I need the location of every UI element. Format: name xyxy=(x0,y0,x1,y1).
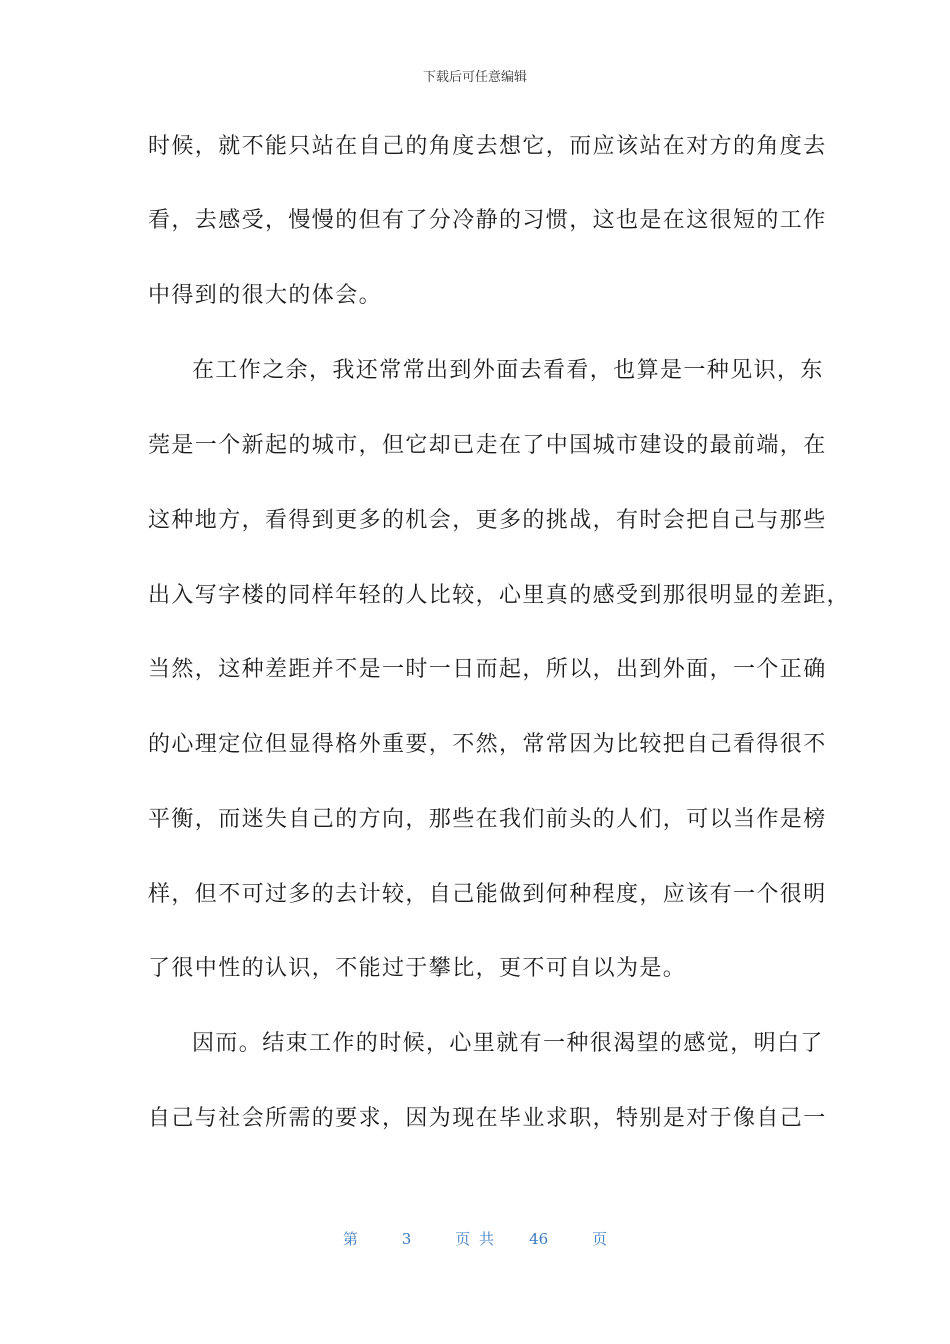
text-line: 中得到的很大的体会。 xyxy=(148,283,383,308)
text-line: 平衡，而迷失自己的方向，那些在我们前头的人们，可以当作是榜 xyxy=(148,807,827,832)
page-label-mid: 页 共 xyxy=(455,1230,494,1248)
text-line: 因而。结束工作的时候，心里就有一种很渴望的感觉，明白了 xyxy=(192,1031,824,1056)
page-number: 3 xyxy=(401,1230,412,1248)
text-line: 出入写字楼的同样年轻的人比较，心里真的感受到那很明显的差距， xyxy=(148,583,851,608)
text-line: 时候，就不能只站在自己的角度去想它，而应该站在对方的角度去 xyxy=(148,134,827,159)
page-header: 下载后可任意编辑 xyxy=(422,70,527,85)
text-line: 的心理定位但显得格外重要，不然，常常因为比较把自己看得很不 xyxy=(148,732,827,757)
text-line: 样，但不可过多的去计较，自己能做到何种程度，应该有一个很明 xyxy=(148,882,827,907)
total-pages: 46 xyxy=(529,1230,549,1248)
text-line: 在工作之余，我还常常出到外面去看看，也算是一种见识，东 xyxy=(192,358,824,383)
text-line: 看，去感受，慢慢的但有了分冷静的习惯，这也是在这很短的工作 xyxy=(148,208,827,233)
page-label-suffix: 页 xyxy=(592,1230,608,1248)
text-line: 自己与社会所需的要求，因为现在毕业求职，特别是对于像自己一 xyxy=(148,1106,827,1131)
text-line: 莞是一个新起的城市，但它却已走在了中国城市建设的最前端，在 xyxy=(148,433,827,458)
page-label-prefix: 第 xyxy=(342,1230,358,1248)
text-line: 了很中性的认识，不能过于攀比，更不可自以为是。 xyxy=(148,956,687,981)
text-line: 当然，这种差距并不是一时一日而起，所以，出到外面，一个正确 xyxy=(148,657,827,682)
text-line: 这种地方，看得到更多的机会，更多的挑战，有时会把自己与那些 xyxy=(148,508,827,533)
page-footer xyxy=(0,1228,950,1249)
